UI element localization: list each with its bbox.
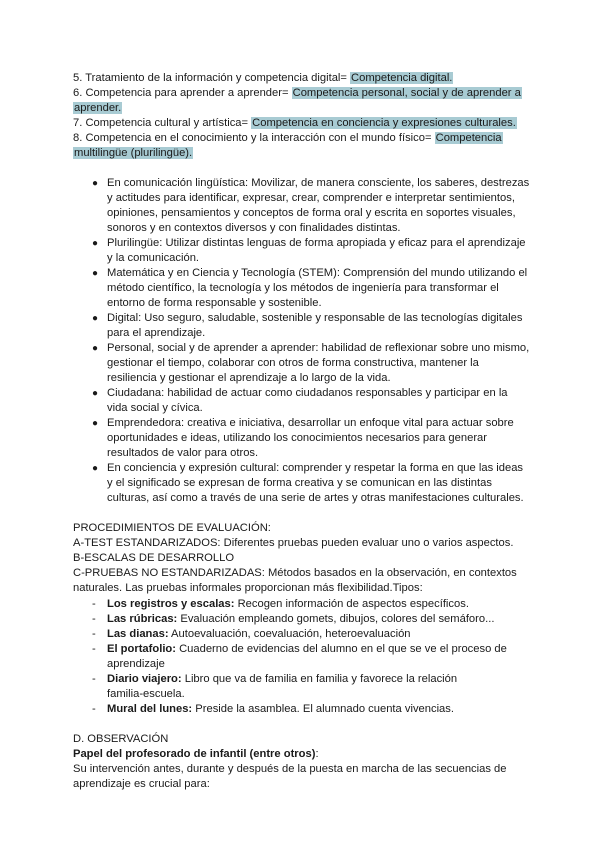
bullet-text: para el aprendizaje. (107, 327, 206, 339)
dash-icon: - (92, 613, 96, 625)
bullet-text: Emprendedora: creativa e iniciativa, desarrollar un enfoque vital para actuar sobre (107, 417, 514, 429)
competencia-line: 5. Tratamiento de la información y competencia digital= Competencia digital. (73, 72, 453, 84)
bullet-text: oportunidades e ideas, utilizando los conocimientos necesarios para generar (107, 432, 487, 444)
bullet-text: Plurilingüe: Utilizar distintas lenguas de forma apropiada y eficaz para el aprendizaje (107, 237, 526, 249)
paragraph-line: Su intervención antes, durante y después de la puesta en marcha de las secuencias de (73, 763, 507, 775)
dash-icon: - (92, 598, 96, 610)
bullet-icon: ● (92, 178, 99, 189)
bullet-text: En conciencia y expresión cultural: comprender y respetar la forma en que las ideas (107, 462, 524, 474)
highlight: Competencia digital. (351, 72, 453, 84)
bullet-text: y el significado se expresan de forma creativa y se comunican en las distintas (107, 477, 492, 489)
dash-icon: - (92, 643, 96, 655)
competencia-line-cont (73, 146, 193, 161)
bullet-text: gestionar el tiempo, colaborar con otros de forma constructiva, mantener la (107, 357, 479, 369)
bullet-icon: ● (92, 343, 99, 354)
bullet-text: vida social y cívica. (107, 402, 203, 414)
bullet-text: Digital: Uso seguro, saludable, sostenible y responsable de las tecnologías digitales (107, 312, 523, 324)
bullet-text: Matemática y en Ciencia y Tecnología (STEM): Comprensión del mundo utilizando el (107, 267, 528, 279)
list-item: Las dianas: Autoevaluación, coevaluación, heteroevaluación (107, 628, 411, 640)
bullet-text: sonoros y en contextos diversos y con finalidades distintas. (107, 222, 401, 234)
bullet-text: y la comunicación. (107, 252, 200, 264)
competencia-line: 7. Competencia cultural y artística= Competencia en conciencia y expresiones culturales. (73, 117, 516, 129)
list-item: Las rúbricas: Evaluación empleando gomets, dibujos, colores del semáforo... (107, 613, 495, 625)
bullet-icon: ● (92, 238, 99, 249)
bullet-icon: ● (92, 463, 99, 474)
bullet-text: resiliencia y gestionar el aprendizaje a lo largo de la vida. (107, 372, 391, 384)
section-heading: D. OBSERVACIÓN (73, 733, 169, 745)
bullet-text: entorno de forma responsable y sostenible. (107, 297, 322, 309)
highlight: multilingüe (plurilingüe). (74, 147, 193, 159)
bullet-text: Personal, social y de aprender a aprender: habilidad de reflexionar sobre uno mismo, (107, 342, 530, 354)
bullet-text: método científico, la tecnología y los métodos de ingeniería para transformar el (107, 282, 499, 294)
competencia-line: 6. Competencia para aprender a aprender= Competencia personal, social y de aprender a (73, 87, 521, 99)
list-item: Diario viajero: Libro que va de familia en familia y favorece la relación (107, 673, 458, 685)
dash-icon: - (92, 703, 96, 715)
list-item: Los registros y escalas: Recogen información de aspectos específicos. (107, 598, 469, 610)
dash-icon: - (92, 673, 96, 685)
bullet-icon: ● (92, 313, 99, 324)
highlight: Competencia personal, social y de aprender a (292, 87, 521, 99)
bullet-text: resultados de valor para otros. (107, 447, 259, 459)
bullet-text: Ciudadana: habilidad de actuar como ciudadanos responsables y participar en la (107, 387, 508, 399)
competencia-line-cont (73, 101, 122, 116)
list-item: Mural del lunes: Preside la asamblea. El alumnado cuenta vivencias. (107, 703, 454, 715)
bullet-text: y actitudes para identificar, expresar, crear, comprender e interpretar sentimientos, (107, 192, 515, 204)
highlight: aprender. (74, 102, 122, 114)
highlight: Competencia (435, 132, 502, 144)
bullet-text: opiniones, pensamientos y conceptos de forma oral y escrita en soportes visuales, (107, 207, 516, 219)
bullet-icon: ● (92, 268, 99, 279)
paragraph-line: naturales. Las pruebas informales proporcionan más flexibilidad.Tipos: (73, 582, 423, 594)
highlight: Competencia en conciencia y expresiones culturales. (252, 117, 516, 129)
paragraph-line: aprendizaje es crucial para: (73, 778, 210, 790)
paragraph-line: B-ESCALAS DE DESARROLLO (73, 552, 235, 564)
list-item: El portafolio: Cuaderno de evidencias del alumno en el que se ve el proceso de (107, 643, 507, 655)
bullet-icon: ● (92, 388, 99, 399)
bullet-text: En comunicación lingüística: Movilizar, de manera consciente, los saberes, destrezas (107, 177, 530, 189)
bullet-icon: ● (92, 418, 99, 429)
dash-icon: - (92, 628, 96, 640)
list-item-cont: familia-escuela. (107, 688, 185, 700)
bullet-text: culturas, así como a través de una serie de artes y otras manifestaciones culturales. (107, 492, 524, 504)
list-item-cont: aprendizaje (107, 658, 165, 670)
section-heading: PROCEDIMIENTOS DE EVALUACIÓN: (73, 522, 271, 534)
competencia-line: 8. Competencia en el conocimiento y la interacción con el mundo físico= Competencia (73, 132, 502, 144)
paragraph-line: C-PRUEBAS NO ESTANDARIZADAS: Métodos basados en la observación, en contextos (73, 567, 517, 579)
paragraph-line: A-TEST ESTANDARIZADOS: Diferentes pruebas pueden evaluar uno o varios aspectos. (73, 537, 514, 549)
subheading: Papel del profesorado de infantil (entre otros): (73, 748, 319, 760)
